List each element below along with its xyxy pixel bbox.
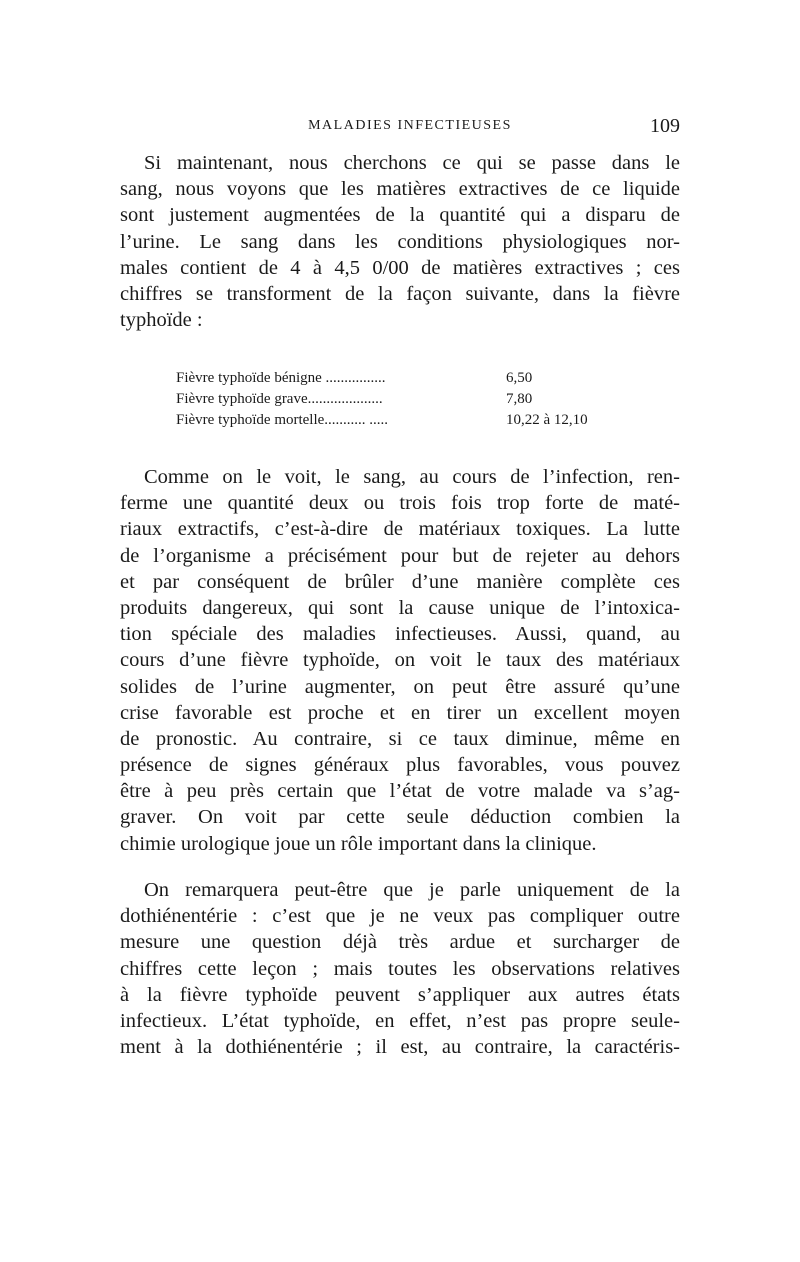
text-line: typhoïde :: [120, 309, 203, 332]
text-line: graver. On voit par cette seule déduction combien la: [120, 806, 680, 829]
paragraph-blood-extractives: [120, 150, 680, 333]
text-line: Comme on le voit, le sang, au cours de l’infection, ren-: [144, 466, 680, 488]
fever-label: Fièvre typhoïde bénigne ................: [176, 370, 386, 386]
text-line: cours d’une fièvre typhoïde, on voit le taux des matériaux: [120, 649, 680, 672]
text-line: sang, nous voyons que les matières extractives de ce liquide: [120, 178, 680, 201]
fever-value: 10,22 à 12,10: [506, 412, 588, 428]
text-line: chiffres cette leçon ; mais toutes les observations relatives: [120, 957, 680, 980]
fever-value: 6,50: [506, 370, 533, 386]
fever-label: Fièvre typhoïde mortelle........... .....: [176, 412, 389, 428]
text-line: produits dangereux, qui sont la cause unique de l’intoxica-: [120, 596, 680, 619]
running-title: MALADIES INFECTIEUSES: [308, 118, 512, 133]
paragraph-infection-toxins: [120, 464, 680, 857]
paragraph-dothienenterie: [120, 877, 680, 1060]
table-row: [176, 410, 636, 431]
text-line: mesure une question déjà très ardue et surcharger de: [120, 931, 680, 954]
fever-values-table: [176, 368, 636, 431]
text-line: On remarquera peut-être que je parle uniquement de la: [144, 879, 680, 901]
text-line: présence de signes généraux plus favorables, vous pouvez: [120, 754, 680, 777]
text-line: chimie urologique joue un rôle important dans la clinique.: [120, 832, 597, 855]
text-line: males contient de 4 à 4,5 0/00 de matières extractives ; ces: [120, 256, 680, 279]
text-line: être à peu près certain que l’état de votre malade va s’ag-: [120, 780, 680, 803]
text-line: chiffres se transforment de la façon suivante, dans la fièvre: [120, 282, 680, 305]
text-line: de pronostic. Au contraire, si ce taux diminue, même en: [120, 727, 680, 750]
text-line: ment à la dothiénentérie ; il est, au contraire, la caractéris-: [120, 1036, 680, 1059]
fever-label: Fièvre typhoïde grave....................: [176, 391, 383, 407]
text-line: infectieux. L’état typhoïde, en effet, n’est pas propre seule-: [120, 1009, 680, 1032]
page-number: 109: [650, 115, 680, 137]
text-line: crise favorable est proche et en tirer un excellent moyen: [120, 701, 680, 724]
text-line: riaux extractifs, c’est-à-dire de matériaux toxiques. La lutte: [120, 518, 680, 541]
text-line: solides de l’urine augmenter, on peut être assuré qu’une: [120, 675, 680, 698]
text-line: de l’organisme a précisément pour but de rejeter au dehors: [120, 544, 680, 567]
text-line: ferme une quantité deux ou trois fois trop forte de maté-: [120, 492, 680, 515]
text-line: dothiénentérie : c’est que je ne veux pas compliquer outre: [120, 905, 680, 928]
text-line: et par conséquent de brûler d’une manière complète ces: [120, 570, 680, 593]
text-line: tion spéciale des maladies infectieuses. Aussi, quand, au: [120, 623, 680, 646]
running-head: [140, 115, 680, 139]
text-line: l’urine. Le sang dans les conditions physiologiques nor-: [120, 230, 680, 253]
text-line: sont justement augmentées de la quantité qui a disparu de: [120, 204, 680, 227]
table-row: [176, 368, 636, 389]
text-line: Si maintenant, nous cherchons ce qui se passe dans le: [144, 152, 680, 174]
table-row: [176, 389, 636, 410]
text-line: à la fièvre typhoïde peuvent s’appliquer aux autres états: [120, 983, 680, 1006]
fever-value: 7,80: [506, 391, 533, 407]
